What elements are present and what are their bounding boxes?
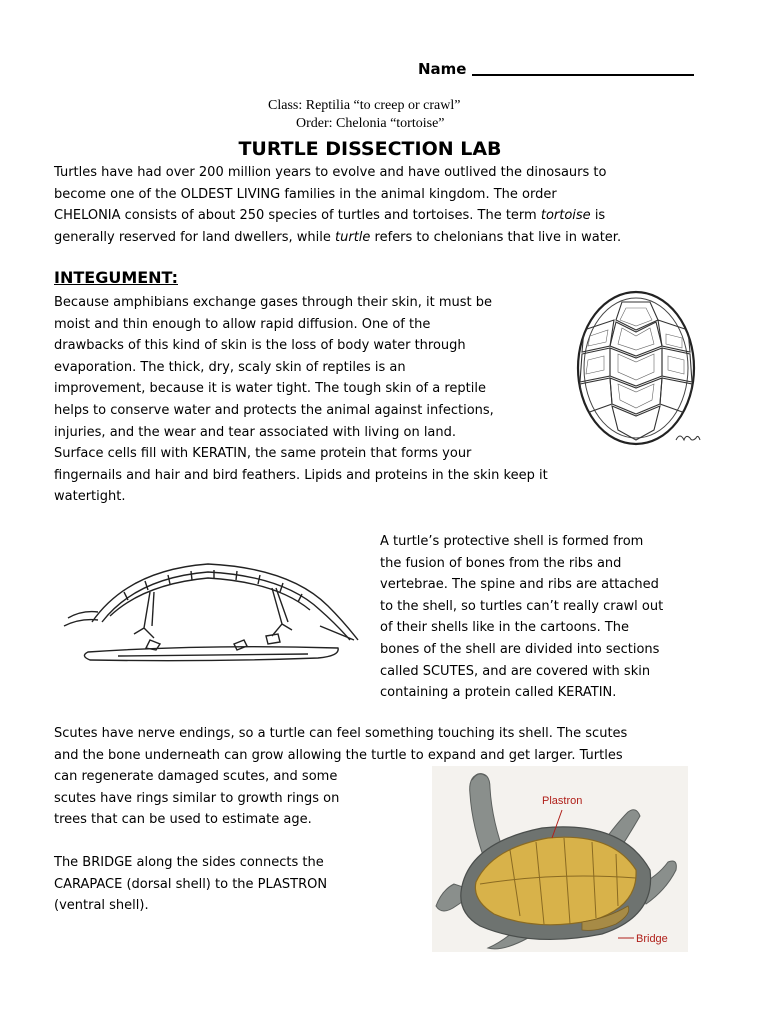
intro-line: become one of the OLDEST LIVING families in the animal kingdom. The order [54,186,557,202]
integument-line: watertight. [54,489,126,505]
scutes-line: scutes have rings similar to growth rings on [54,790,340,806]
plastron-label: Plastron [542,795,583,807]
shell-line: bones of the shell are divided into sections [380,641,660,657]
artist-signature [676,436,700,440]
intro-text: generally reserved for land dwellers, while [54,229,336,245]
shell-line: called SCUTES, and are covered with skin [380,663,651,679]
shell-line: A turtle’s protective shell is formed from [380,534,644,549]
intro-line [54,227,621,249]
integument-paragraph [54,292,548,508]
integument-line: fingernails and hair and bird feathers. Lipids and proteins in the skin keep it [54,467,548,483]
shell-line: vertebrae. The spine and ribs are attached [380,577,659,593]
shell-line: the fusion of bones from the ribs and [380,555,622,571]
scutes-line: can regenerate damaged scutes, and some [54,769,338,785]
turtle-term: turtle [335,229,371,245]
shell-line: containing a protein called KERATIN. [380,685,617,701]
skeleton-cross-section-sketch [58,548,360,666]
intro-text: refers to chelonians that live in water. [370,229,622,245]
intro-paragraph [54,162,621,248]
intro-line [54,205,621,227]
scutes-line: trees that can be used to estimate age. [54,812,312,828]
intro-text: is [590,208,606,224]
integument-line: helps to conserve water and protects the animal against infections, [54,402,494,418]
name-field [418,58,694,78]
tortoise-term: tortoise [540,208,591,224]
integument-line: injuries, and the wear and tear associated with living on land. [54,424,457,440]
scutes-line: and the bone underneath can grow allowing the turtle to expand and get larger. Turtles [54,747,623,763]
integument-heading: INTEGUMENT: [54,268,178,287]
class-line: Class: Reptilia “to creep or crawl” [268,98,461,113]
turtle-underside-photo [432,766,688,952]
page-title: TURTLE DISSECTION LAB [238,138,502,160]
name-label: Name [418,60,467,78]
shell-line: to the shell, so turtles can’t really crawl out [380,598,664,614]
integument-line: drawbacks of this kind of skin is the loss of body water through [54,338,466,354]
integument-line: Because amphibians exchange gases through their skin, it must be [54,295,493,310]
integument-line: improvement, because it is water tight. The tough skin of a reptile [54,381,486,397]
shell-line: of their shells like in the cartoons. The [380,620,630,636]
integument-line: moist and thin enough to allow rapid diffusion. One of the [54,316,431,332]
carapace-sketch [570,290,715,458]
order-line: Order: Chelonia “tortoise” [296,116,445,131]
scutes-line: Scutes have nerve endings, so a turtle can feel something touching its shell. The scutes [54,726,628,741]
integument-line: Surface cells fill with KERATIN, the same protein that forms your [54,446,472,462]
bridge-line: CARAPACE (dorsal shell) to the PLASTRON [54,876,328,892]
shell-paragraph [380,531,663,704]
name-blank-line [472,58,694,76]
bridge-line: (ventral shell). [54,898,149,914]
integument-line: evaporation. The thick, dry, scaly skin of reptiles is an [54,359,406,375]
bridge-paragraph [54,852,327,917]
bridge-label: Bridge [636,933,668,945]
intro-line: Turtles have had over 200 million years to evolve and have outlived the dinosaurs to [54,165,607,180]
intro-text: CHELONIA consists of about 250 species of turtles and tortoises. The term [54,208,537,224]
bridge-line: The BRIDGE along the sides connects the [54,855,324,870]
